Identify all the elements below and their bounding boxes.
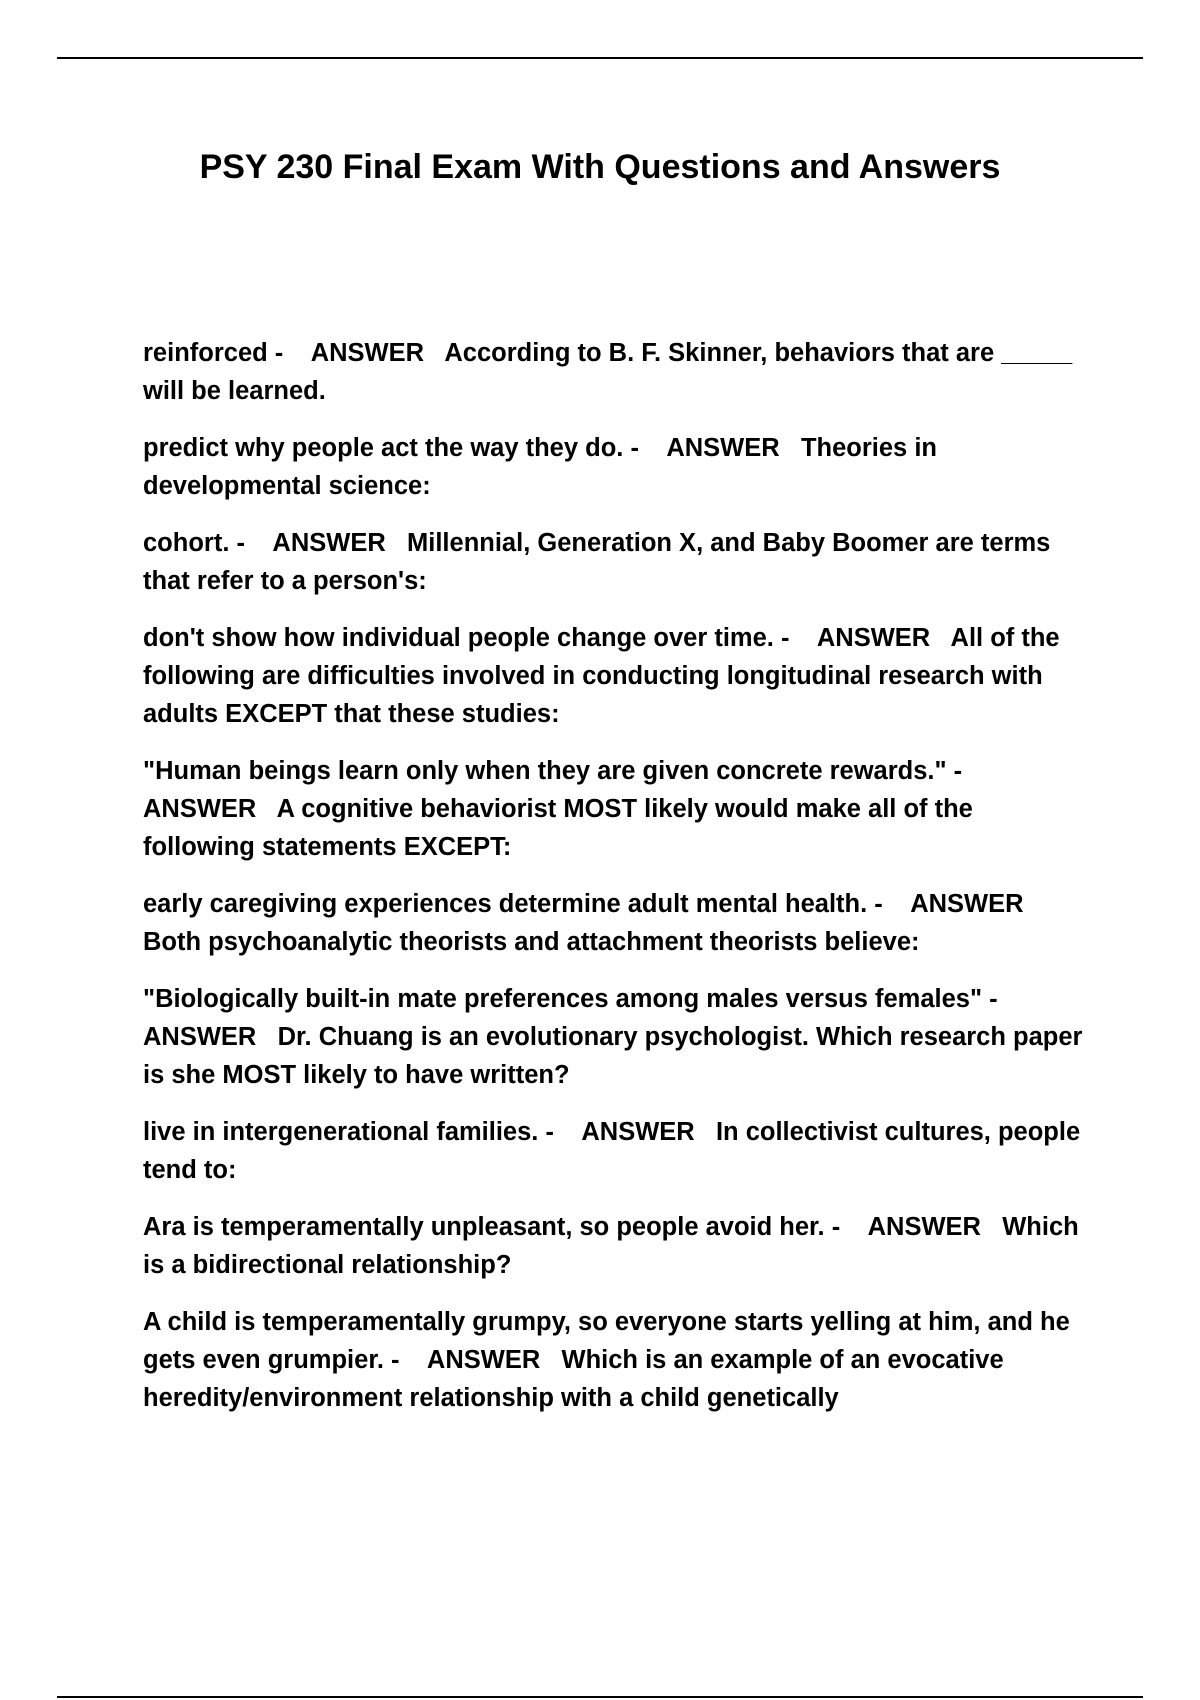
answer-text: predict why people act the way they do. <box>143 434 624 462</box>
qa-entry <box>143 619 1088 733</box>
separator: - <box>982 985 1005 1013</box>
answer-text: live in intergenerational families. <box>143 1118 539 1146</box>
question-text: Both psychoanalytic theorists and attachment theorists believe: <box>143 928 920 956</box>
separator: - <box>383 1346 407 1374</box>
separator: - <box>623 434 647 462</box>
answer-label: ANSWER <box>310 339 425 367</box>
answer-label: ANSWER <box>867 1213 981 1241</box>
question-text: A cognitive behaviorist MOST likely would make all of the following statements EXCEPT: <box>143 795 980 861</box>
answer-label: ANSWER <box>816 624 931 652</box>
separator: - <box>946 757 970 785</box>
answer-label: ANSWER <box>426 1346 541 1374</box>
qa-entry <box>143 1208 1088 1284</box>
qa-entry <box>143 885 1088 961</box>
qa-entry <box>143 752 1088 866</box>
qa-list <box>143 334 1088 1436</box>
qa-entry <box>143 334 1088 410</box>
qa-entry <box>143 429 1088 505</box>
question-text: Dr. Chuang is an evolutionary psychologist. Which research paper is she MOST likely to have written? <box>143 1023 1090 1089</box>
page-title: PSY 230 Final Exam With Questions and Answers <box>199 148 1001 186</box>
top-rule <box>57 57 1143 59</box>
separator: - <box>267 339 291 367</box>
answer-text: don't show how individual people change over time. <box>143 624 774 652</box>
separator: - <box>773 624 797 652</box>
qa-entry <box>143 980 1088 1094</box>
answer-text: early caregiving experiences determine adult mental health. <box>143 890 868 918</box>
answer-text: "Biologically built-in mate preferences among males versus females" <box>143 985 983 1013</box>
question-text: According to B. F. Skinner, behaviors that are _____ will be learned. <box>143 339 1080 405</box>
qa-entry <box>143 524 1088 600</box>
answer-text: Ara is temperamentally unpleasant, so people avoid her. <box>143 1213 825 1241</box>
answer-text: "Human beings learn only when they are given concrete rewards." <box>143 757 947 785</box>
separator: - <box>229 529 253 557</box>
answer-label: ANSWER <box>581 1118 695 1146</box>
question-text: Millennial, Generation X, and Baby Boomer are terms that refer to a person's: <box>143 529 1058 595</box>
answer-label: ANSWER <box>910 890 1024 918</box>
answer-label: ANSWER <box>143 795 257 823</box>
answer-text: reinforced <box>143 339 268 367</box>
question-text: Which is a bidirectional relationship? <box>143 1213 1086 1279</box>
question-text: All of the following are difficulties involved in conducting longitudinal research with adults EXCEPT that these studies: <box>143 624 1067 728</box>
question-text: Which is an example of an evocative heredity/environment relationship with a child genetically <box>143 1346 1011 1412</box>
question-text: Theories in developmental science: <box>143 434 945 500</box>
answer-text: cohort. <box>143 529 230 557</box>
separator: - <box>824 1213 848 1241</box>
answer-label: ANSWER <box>272 529 386 557</box>
qa-entry <box>143 1303 1088 1417</box>
separator: - <box>538 1118 562 1146</box>
answer-label: ANSWER <box>666 434 780 462</box>
answer-label: ANSWER <box>143 1023 257 1051</box>
answer-text: A child is temperamentally grumpy, so everyone starts yelling at him, and he gets even grumpier. <box>143 1308 1077 1374</box>
qa-entry <box>143 1113 1088 1189</box>
bottom-rule <box>57 1696 1143 1698</box>
separator: - <box>867 890 890 918</box>
question-text: In collectivist cultures, people tend to: <box>143 1118 1088 1184</box>
